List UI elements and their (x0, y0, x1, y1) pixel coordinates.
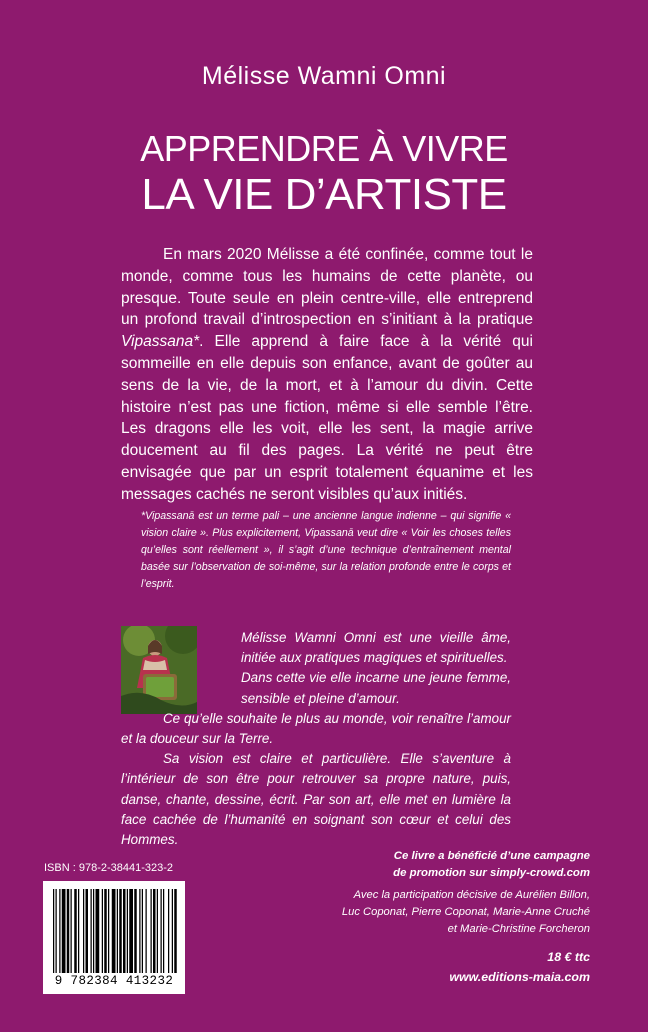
synopsis (121, 244, 533, 506)
barcode-bar (96, 889, 100, 973)
partners-line-3: et Marie-Christine Forcheron (447, 923, 590, 935)
barcode-bar (151, 889, 152, 973)
barcode-bar (146, 889, 147, 973)
barcode-bar (108, 889, 109, 973)
bio-paragraph-1: Mélisse Wamni Omni est une vieille âme, initiée aux pratiques magiques et spirituelles. (241, 630, 511, 666)
barcode-bar (119, 889, 122, 973)
campaign-line-2: de promotion sur simply-crowd.com (393, 867, 590, 879)
campaign-note (270, 848, 590, 882)
barcode-bar (142, 889, 143, 973)
footnote: *Vipassanā est un terme pali – une ancienne langue indienne – qui signifie « vision claire ». Plus explicitement, Vipassanā veut dire « Voir les choses telles qu’elles sont réellement », il s’agit d’une technique d’entraînement mental basée sur l’observation de soi-même, sur la relation profonde entre le corps et l’esprit. (141, 510, 511, 590)
partners-line-2: Luc Coponat, Pierre Coponat, Marie-Anne Cruché (341, 906, 590, 918)
synopsis-part-1: En mars 2020 Mélisse a été confinée, comme tout le monde, comme tous les humains de cette planète, ou presque. Toute seule en plein centre-ville, elle entreprend un profond travail d’introspection en s’initiant à la pratique (121, 246, 533, 329)
price: 18 € ttc (547, 950, 590, 964)
barcode-bar (86, 889, 89, 973)
barcode-bar (172, 889, 173, 973)
barcode-bar (168, 889, 169, 973)
barcode-bar (174, 889, 177, 973)
barcode-bar (153, 889, 156, 973)
barcode-bar (53, 889, 54, 973)
title-line-1: APPRENDRE À VIVRE (140, 128, 508, 169)
barcode-bar (161, 889, 162, 973)
barcode-bar (139, 889, 140, 973)
campaign-line-1: Ce livre a bénéficié d’une campagne (393, 850, 590, 862)
barcode-bar (78, 889, 79, 973)
barcode-digits: 9 782384 413232 (54, 974, 174, 988)
barcode-bar (83, 889, 84, 973)
synopsis-part-2: . Elle apprend à faire face à la vérité qui sommeille en elle depuis son enfance, avant de goûter au sens de la vie, de la mort, et à l’amour du divin. Cette histoire n’est pas une fiction, même si elle semble l’être. Les dragons elle les voit, elle les sent, la magie arrive doucement au fil des pages. La vérité ne peut être envisagée que par un esprit totalement équanime et les messages cachés ne seront visibles qu’aux initiés. (121, 333, 533, 503)
author-name: Mélisse Wamni Omni (201, 62, 447, 90)
bio-paragraph-4: Sa vision est claire et particulière. Elle s’aventure à l’intérieur de son être pour retrouver sa propre nature, puis, danse, chante, dessine, écrit. Par son art, elle met en lumière la face cachée de l’humanité en soignant son cœur et celui des Hommes. (121, 751, 511, 848)
partners-note (270, 887, 590, 938)
isbn: ISBN : 978-2-38441-323-2 (44, 862, 174, 874)
barcode-bar (129, 889, 133, 973)
barcode-bar (104, 889, 107, 973)
barcode-bar (123, 889, 126, 973)
bio-paragraph-3: Ce qu’elle souhaite le plus au monde, voir renaître l’amour et la douceur sur la Terre. (121, 710, 511, 747)
barcode-bar (102, 889, 103, 973)
barcode-bar (91, 889, 92, 973)
partners-line-1: Avec la participation décisive de Aurélien Billon, (353, 889, 590, 901)
barcode-bar (59, 889, 60, 973)
barcode-bar (117, 889, 118, 973)
barcode-bar (134, 889, 137, 973)
title-line-2: LA VIE D’ARTISTE (141, 170, 507, 219)
barcode-bar (67, 889, 70, 973)
barcode-bar (127, 889, 128, 973)
bio-paragraph-2: Dans cette vie elle incarne une jeune femme, sensible et pleine d’amour. (241, 670, 511, 706)
barcode-bar (56, 889, 57, 973)
barcode-bar (71, 889, 72, 973)
author-bio (121, 628, 511, 850)
synopsis-vipassana: Vipassana* (121, 333, 200, 351)
barcode-bar (157, 889, 158, 973)
barcode-bar (93, 889, 94, 973)
barcode-bar (62, 889, 66, 973)
barcode-bar (163, 889, 164, 973)
barcode-bar (112, 889, 116, 973)
barcode-bar (74, 889, 77, 973)
publisher-website[interactable]: www.editions-maia.com (449, 970, 590, 984)
